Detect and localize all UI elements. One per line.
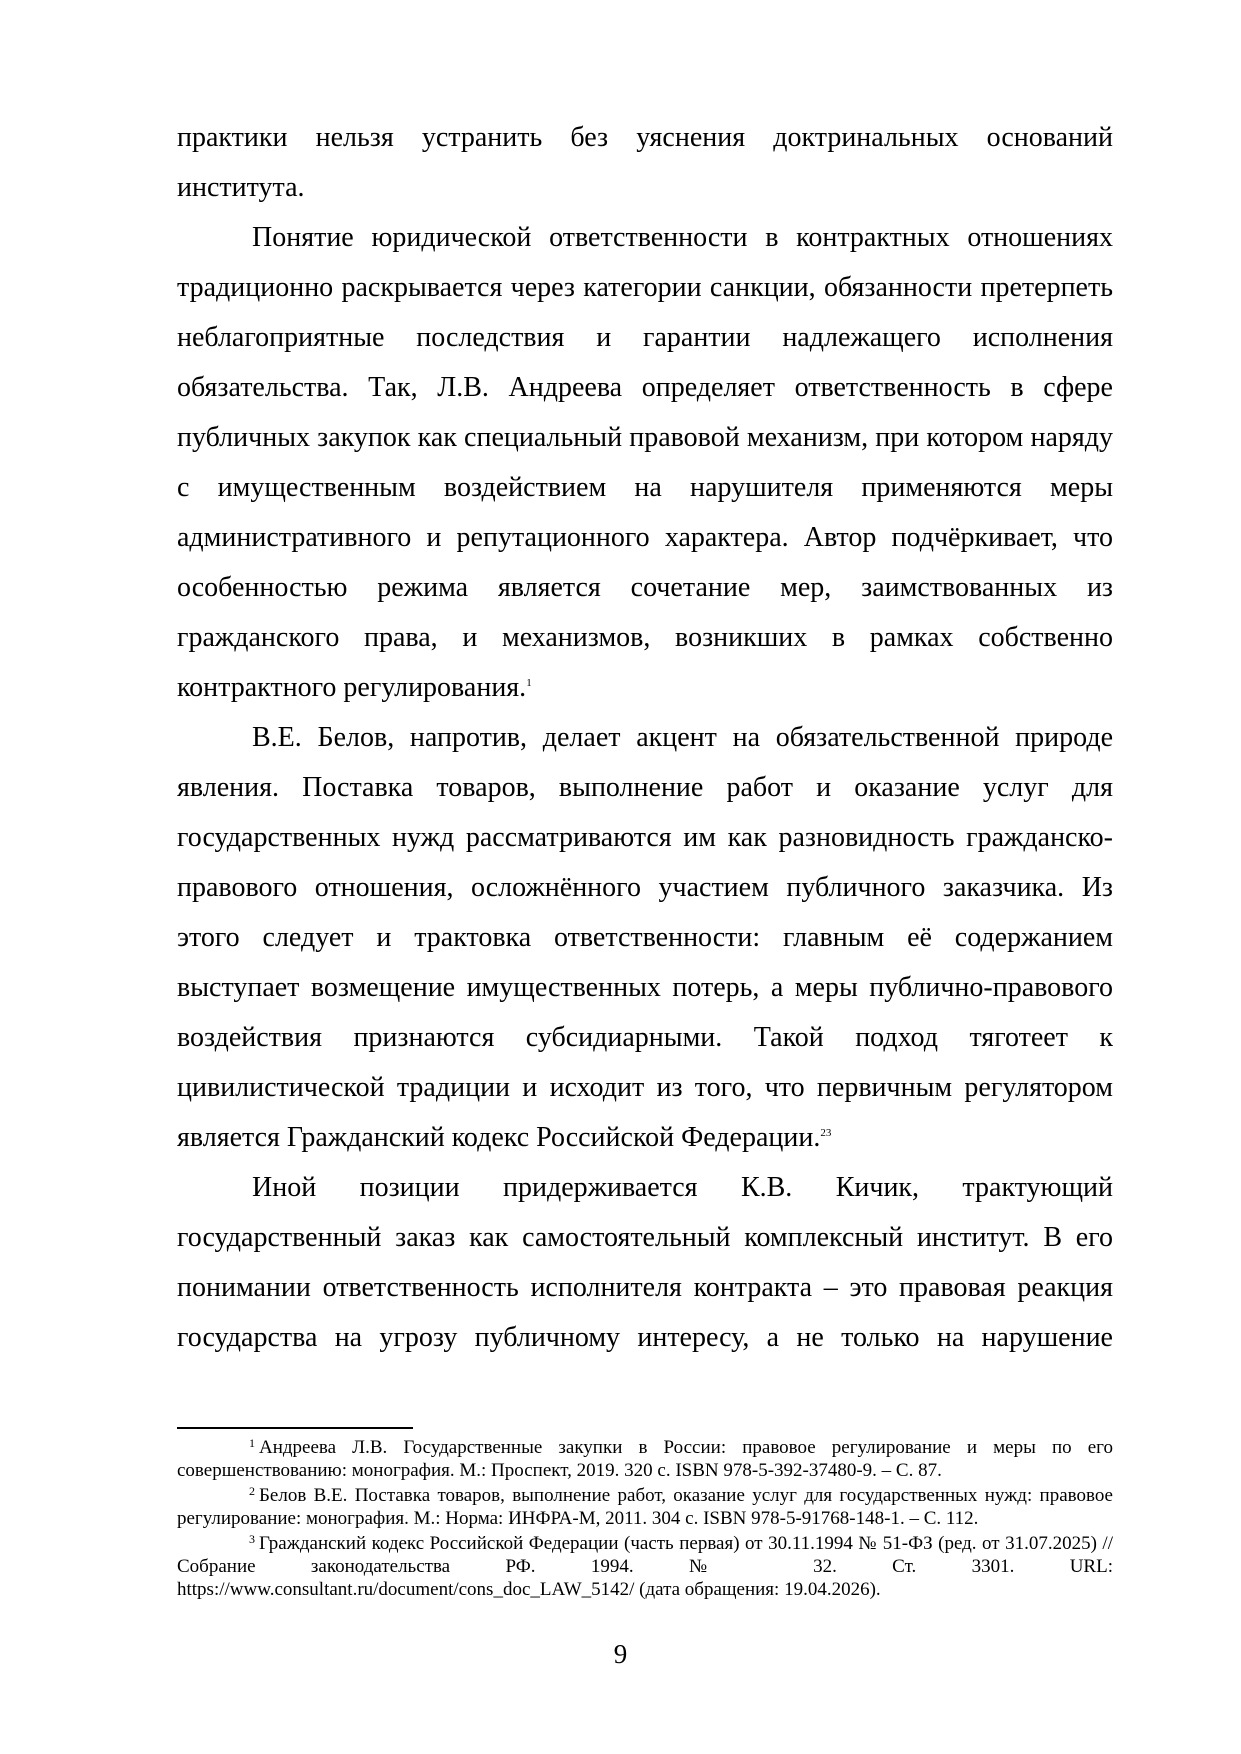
footnote-text: Андреева Л.В. Государственные закупки в России: правовое регулирование и меры по его совершенствованию: монография. М.: Проспект, 2019. 320 с. ISBN 978-5-392-37480-9. – С. 87. <box>177 1437 1113 1481</box>
page-number: 9 <box>613 1639 628 1669</box>
footnote-text: Белов В.Е. Поставка товаров, выполнение работ, оказание услуг для государственных нужд: правовое регулирование: монография. М.: Норма: ИНФРА-М, 2011. 304 с. ISBN 978-5-91768-148-1. – С. 112. <box>177 1485 1113 1529</box>
footnote-reference[interactable]: 23 <box>820 1127 832 1139</box>
paragraph-text: Понятие юридической ответственности в контрактных отношениях традиционно раскрывается через категории санкции, обязанности претерпеть неблагоприятные последствия и гарантии надлежащего исполнения обязательства. Так, Л.В. Андреева определяет ответственность в сфере публичных закупок как специальный правовой механизм, при котором наряду с имущественным воздействием на нарушителя применяются меры административного и репутационного характера. Автор подчёркивает, что особенностью режима является сочетание мер, заимствованных из гражданского права, и механизмов, возникших в рамках собственно контрактного регулирования. <box>177 222 1113 703</box>
footnote-number: 1 <box>249 1436 255 1450</box>
footnote-3 <box>177 1532 1113 1601</box>
paragraph-continuation <box>177 113 1113 213</box>
footnote-1 <box>177 1436 1113 1482</box>
footnote-reference[interactable]: 1 <box>526 677 532 689</box>
paragraph-belov <box>177 713 1113 1163</box>
paragraph-text: В.Е. Белов, напротив, делает акцент на обязательственной природе явления. Поставка товаров, выполнение работ и оказание услуг для государственных нужд рассматриваются им как разновидность гражданско-правового отношения, осложнённого участием публичного заказчика. Из этого следует и трактовка ответственности: главным её содержанием выступает возмещение имущественных потерь, а меры публично-правового воздействия признаются субсидиарными. Такой подход тяготеет к цивилистической традиции и исходит из того, что первичным регулятором является Гражданский кодекс Российской Федерации. <box>177 722 1113 1153</box>
paragraph-text: Иной позиции придерживается К.В. Кичик, трактующий государственный заказ как самостоятельный комплексный институт. В его понимании ответственность исполнителя контракта – это правовая реакция государства на угрозу публичному интересу, а не только на нарушение <box>177 1172 1113 1353</box>
footnotes <box>177 1436 1113 1603</box>
footnote-text: Гражданский кодекс Российской Федерации (часть первая) от 30.11.1994 № 51-ФЗ (ред. от 31.07.2025) // Собрание законодательства РФ. 1994. № 32. Ст. 3301. URL: https://www.consultant.ru/document/cons_doc_LAW_5142/ (дата обращения: 19.04.2026). <box>177 1533 1113 1600</box>
paragraph-andreeva <box>177 213 1113 713</box>
footnote-separator <box>177 1427 413 1429</box>
footnote-2 <box>177 1484 1113 1530</box>
paragraph-text: практики нельзя устранить без уяснения доктринальных оснований института. <box>177 122 1113 203</box>
body-text <box>177 113 1113 1363</box>
paragraph-kichik <box>177 1163 1113 1363</box>
footnote-number: 3 <box>249 1532 255 1546</box>
footnote-number: 2 <box>249 1484 255 1498</box>
